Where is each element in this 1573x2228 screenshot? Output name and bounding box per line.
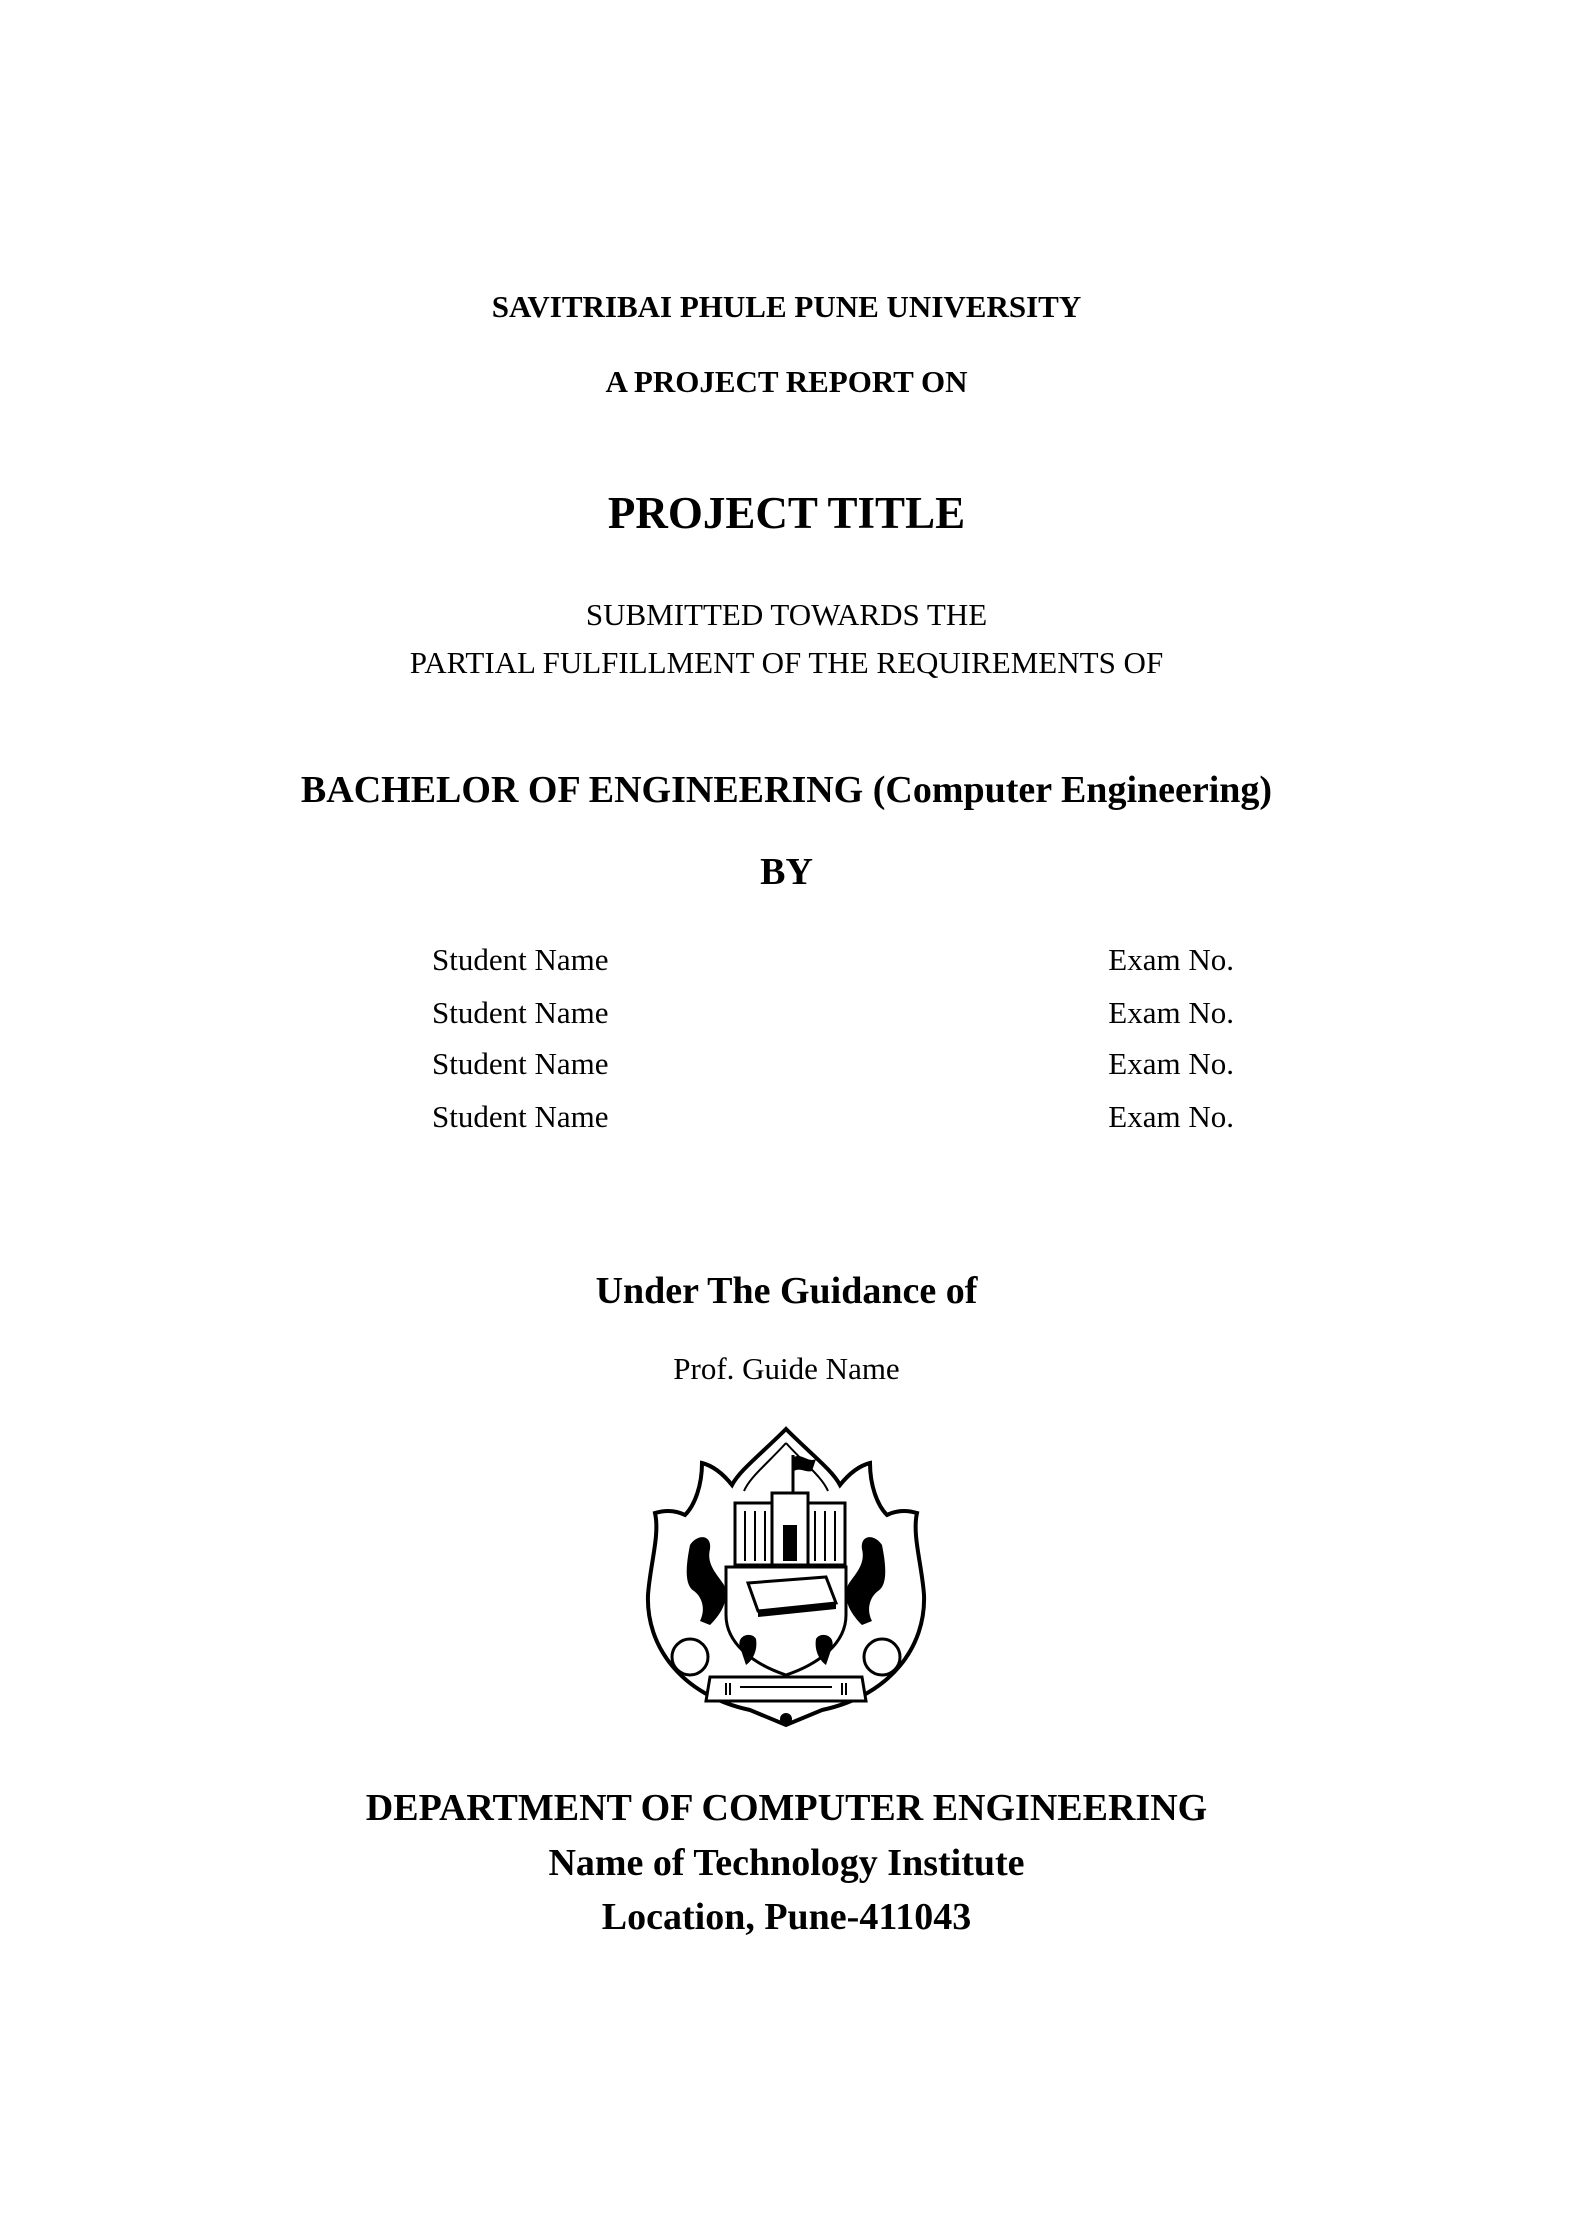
- degree: BACHELOR OF ENGINEERING (Computer Engineering): [300, 769, 1273, 811]
- exam-no: Exam No.: [1108, 1046, 1234, 1081]
- guidance-heading: Under The Guidance of: [595, 1270, 978, 1312]
- student-row: [432, 997, 1234, 1028]
- student-name: Student Name: [432, 1046, 609, 1081]
- exam-no: Exam No.: [1108, 942, 1234, 977]
- project-title: PROJECT TITLE: [607, 488, 966, 538]
- exam-no: Exam No.: [1108, 995, 1234, 1030]
- submitted-line-1: SUBMITTED TOWARDS THE: [585, 597, 988, 632]
- exam-no: Exam No.: [1108, 1099, 1234, 1134]
- department-name: DEPARTMENT OF COMPUTER ENGINEERING: [365, 1787, 1208, 1829]
- guide-name: Prof. Guide Name: [673, 1351, 900, 1386]
- university-seal-icon: [640, 1425, 932, 1733]
- student-name: Student Name: [432, 1099, 609, 1134]
- student-row: [432, 1101, 1234, 1132]
- institute-name: Name of Technology Institute: [548, 1842, 1025, 1884]
- report-intro: A PROJECT REPORT ON: [605, 364, 968, 399]
- institute-location: Location, Pune-411043: [601, 1896, 972, 1938]
- university-name: SAVITRIBAI PHULE PUNE UNIVERSITY: [491, 289, 1082, 324]
- by-label: BY: [760, 851, 813, 893]
- student-name: Student Name: [432, 942, 609, 977]
- student-row: [432, 944, 1234, 975]
- student-row: [432, 1048, 1234, 1079]
- submitted-line-2: PARTIAL FULFILLMENT OF THE REQUIREMENTS OF: [409, 645, 1164, 680]
- student-name: Student Name: [432, 995, 609, 1030]
